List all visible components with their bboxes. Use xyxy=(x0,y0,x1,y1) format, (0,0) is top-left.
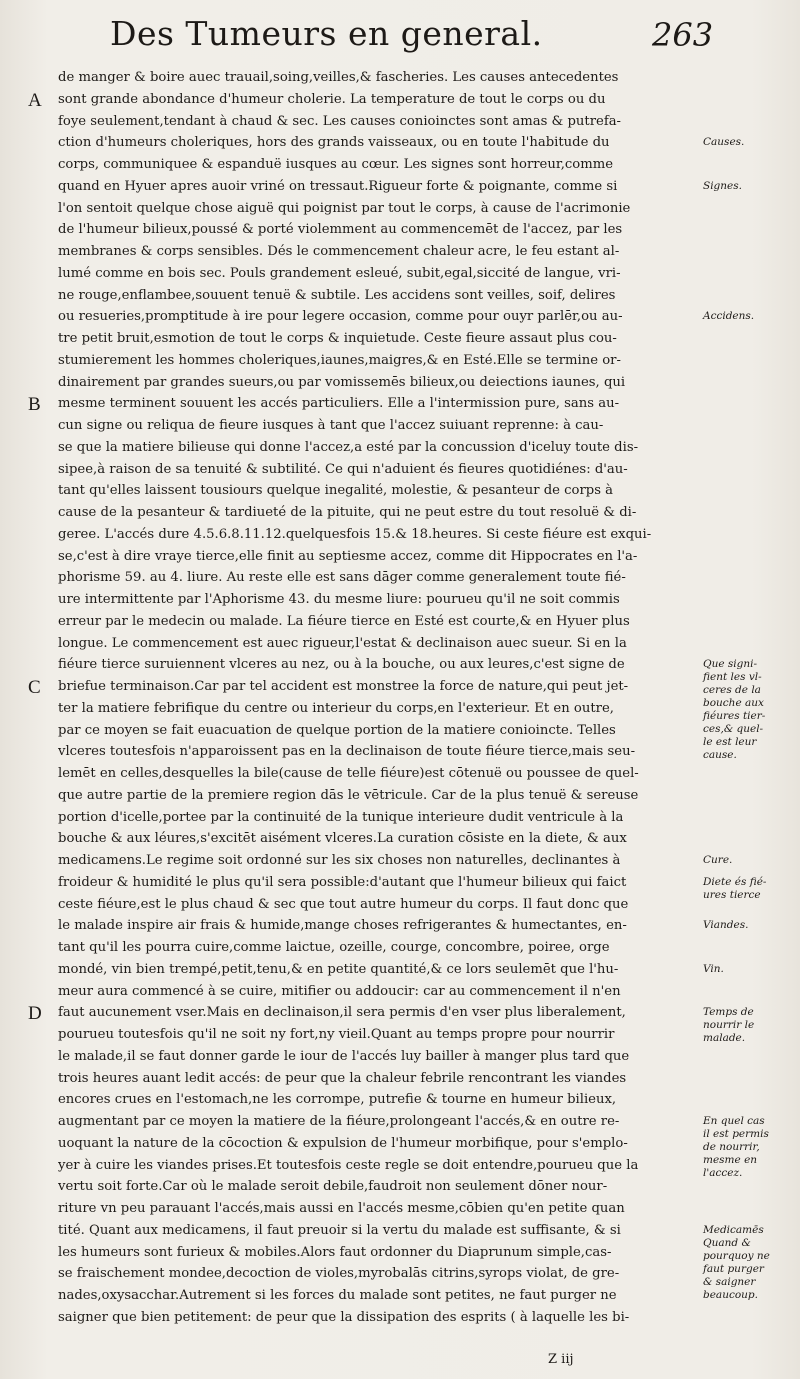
margin-note-line: Que signi- xyxy=(703,658,758,671)
margin-note-line: cause. xyxy=(703,749,737,762)
margin-notes xyxy=(703,0,800,1379)
margin-note-line: faut purger xyxy=(703,1262,764,1275)
text-line: tant qu'elles laissent tousiours quelque inegalité, molestie, & pesanteur de corps à xyxy=(58,483,614,499)
text-line: de l'humeur bilieux,poussé & porté violemment au commencemēt de l'accez, par les xyxy=(58,222,623,238)
margin-note xyxy=(703,310,797,323)
margin-note-line: En quel cas xyxy=(703,1115,765,1127)
margin-note xyxy=(703,854,797,867)
text-line: augmentant par ce moyen la matiere de la fiéure,prolongeant l'accés,& en outre re- xyxy=(58,1114,620,1129)
margin-note xyxy=(703,919,797,932)
text-line: nades,oxysacchar.Autrement si les forces du malade sont petites, ne faut purger ne xyxy=(58,1288,617,1303)
text-line: que autre partie de la premiere region dās le vētricule. Car de la plus tenuë & sereuse xyxy=(58,787,639,803)
text-line: cun signe ou reliqua de fieure iusques à tant que l'accez suiuant reprenne: à cau- xyxy=(58,418,604,433)
margin-note xyxy=(703,1224,797,1302)
text-line: par ce moyen se fait euacuation de quelque portion de la matiere conioincte. Telles xyxy=(58,722,616,738)
text-line: ction d'humeurs choleriques, hors des grands vaisseaux, ou en toute l'habitude du xyxy=(58,135,610,151)
margin-note-line: l'accez. xyxy=(703,1167,743,1179)
text-line: mondé, vin bien trempé,petit,tenu,& en petite quantité,& ce lors seulemēt que l'hu- xyxy=(58,961,619,977)
text-line: le malade,il se faut donner garde le iour de l'accés luy bailler à manger plus tard que xyxy=(58,1048,630,1064)
text-line: longue. Le commencement est auec rigueur,l'estat & declinaison auec sueur. Si en la xyxy=(58,635,627,651)
text-line: ne rouge,enflambee,souuent tenuë & subtile. Les accidens sont veilles, soif, delires xyxy=(58,287,616,303)
section-letter: D xyxy=(28,1003,42,1025)
text-line: tre petit bruit,esmotion de tout le corps & inquietude. Ceste fieure assaut plus cou- xyxy=(58,331,617,346)
text-line: le malade inspire air frais & humide,mange choses refrigerantes & humectantes, en- xyxy=(58,918,627,934)
text-line: mesme terminent souuent les accés particuliers. Elle a l'intermission pure, sans au- xyxy=(58,396,620,412)
text-line: riture vn peu parauant l'accés,mais aussi en l'accés mesme,cōbien qu'en petite quan xyxy=(58,1201,625,1216)
margin-note xyxy=(703,658,797,762)
text-line: de manger & boire auec trauail,soing,veilles,& fascheries. Les causes antecedentes xyxy=(58,70,619,85)
margin-note xyxy=(703,876,797,902)
text-line: stumierement les hommes choleriques,iaunes,maigres,& en Esté.Elle se termine or- xyxy=(58,352,621,368)
text-line: lemēt en celles,desquelles la bile(cause de telle fiéure)est cōtenuë ou poussee de quel- xyxy=(58,766,639,781)
margin-note-line: Vin. xyxy=(703,962,724,975)
margin-note-line: de nourrir, xyxy=(703,1141,760,1153)
text-line: uoquant la nature de la cōcoction & expulsion de l'humeur morbifique, pour s'emplo- xyxy=(58,1135,628,1151)
margin-note-line: ces,& quel- xyxy=(703,723,764,736)
margin-note-line: fiéures tier- xyxy=(703,710,766,723)
text-line: bouche & aux léures,s'excitēt aisément vlceres.La curation cōsiste en la diete, & aux xyxy=(58,831,627,847)
margin-note xyxy=(703,180,797,193)
page-header xyxy=(0,14,800,66)
text-line: phorisme 59. au 4. liure. Au reste elle est sans dāger comme generalement toute fié- xyxy=(58,570,626,586)
text-line: lumé comme en bois sec. Pouls grandement esleué, subit,egal,siccité de langue, vri- xyxy=(58,265,621,281)
text-line: briefue terminaison.Car par tel accident est monstree la force de nature,qui peut jet- xyxy=(58,679,629,694)
body-text xyxy=(58,67,698,1329)
margin-note-line: malade. xyxy=(703,1032,746,1045)
text-line: se que la matiere bilieuse qui donne l'accez,a esté par la concussion d'iceluy toute dis- xyxy=(58,439,639,455)
signature-mark: Z iij xyxy=(548,1352,574,1367)
text-line: tité. Quant aux medicamens, il faut preuoir si la vertu du malade est suffisante, & si xyxy=(58,1222,621,1238)
margin-note-line: Diete és fié- xyxy=(703,875,767,888)
text-line: foye seulement,tendant à chaud & sec. Les causes conioinctes sont amas & putrefa- xyxy=(58,113,622,129)
text-line: l'on sentoit quelque chose aiguë qui poignist par tout le corps, à cause de l'acrimonie xyxy=(58,200,631,216)
page-number: 263 xyxy=(652,16,714,54)
text-line: ou resueries,promptitude à ire pour legere occasion, comme pour ouyr parlēr,ou au- xyxy=(58,309,623,325)
text-line: dinairement par grandes sueurs,ou par vomissemēs bilieux,ou deiections iaunes, qui xyxy=(58,374,626,390)
text-line: sipee,à raison de sa tenuité & subtilité. Ce qui n'aduient és fieures quotidiénes: d'au- xyxy=(58,461,628,477)
margin-note-line: mesme en xyxy=(703,1154,758,1166)
text-line: ure intermittente par l'Aphorisme 43. du mesme liure: pourueu qu'il ne soit commis xyxy=(58,592,620,607)
text-line: vlceres toutesfois n'apparoissent pas en la declinaison de toute fiéure tierce,mais seu- xyxy=(58,744,636,760)
text-line: froideur & humidité le plus qu'il sera possible:d'autant que l'humeur bilieux qui faict xyxy=(58,874,627,890)
text-line: portion d'icelle,portee par la continuité de la tunique interieure dudit ventricule à la xyxy=(58,809,624,825)
section-letters xyxy=(0,0,60,1379)
text-line: tant qu'il les pourra cuire,comme laictue, ozeille, courge, concombre, poiree, orge xyxy=(58,940,610,955)
text-line: les humeurs sont furieux & mobiles.Alors faut ordonner du Diaprunum simple,cas- xyxy=(58,1244,612,1260)
text-line: meur aura commencé à se cuire, mitifier ou addoucir: car au commencement il n'en xyxy=(58,983,621,999)
text-line: fiéure tierce suruiennent vlceres au nez, ou à la bouche, ou aux leures,c'est signe de xyxy=(58,657,625,673)
margin-note-line: pourquoy ne xyxy=(703,1249,770,1262)
margin-note-line: Medicamēs xyxy=(703,1223,764,1236)
text-line: ceste fiéure,est le plus chaud & sec que tout autre humeur du corps. Il faut donc que xyxy=(58,896,629,912)
text-line: medicamens.Le regime soit ordonné sur les six choses non naturelles, declinantes à xyxy=(58,853,621,868)
margin-note-line: Causes. xyxy=(703,136,745,149)
margin-note xyxy=(703,1006,797,1045)
margin-note xyxy=(703,136,797,149)
margin-note-line: ceres de la xyxy=(703,684,761,697)
text-line: encores crues en l'estomach,ne les corrompe, putrefie & tourne en humeur bilieux, xyxy=(58,1092,617,1108)
text-line: geree. L'accés dure 4.5.6.8.11.12.quelquesfois 15.& 18.heures. Si ceste fiéure est exqui- xyxy=(58,526,652,542)
text-line: membranes & corps sensibles. Dés le commencement chaleur acre, le feu estant al- xyxy=(58,244,620,259)
section-letter: A xyxy=(28,89,42,111)
margin-note-line: nourrir le xyxy=(703,1019,755,1032)
text-line: corps, communiquee & espanduë iusques au cœur. Les signes sont horreur,comme xyxy=(58,157,614,172)
margin-note-line: & saigner xyxy=(703,1275,756,1288)
text-line: pourueu toutesfois qu'il ne soit ny fort,ny vieil.Quant au temps propre pour nourrir xyxy=(58,1027,615,1042)
margin-note-line: Accidens. xyxy=(703,310,755,323)
margin-note-line: il est permis xyxy=(703,1128,769,1140)
text-line: cause de la pesanteur & tardiueté de la pituite, qui ne peut estre du tout resoluë & di- xyxy=(58,505,637,520)
margin-note xyxy=(703,1115,797,1180)
margin-note-line: Temps de xyxy=(703,1006,754,1019)
text-line: ter la matiere febrifique du centre ou interieur du corps,en l'exterieur. Et en outre, xyxy=(58,700,614,716)
text-line: quand en Hyuer apres auoir vriné on tressaut.Rigueur forte & poignante, comme si xyxy=(58,178,618,194)
margin-note-line: le est leur xyxy=(703,736,757,749)
text-line: erreur par le medecin ou malade. La fiéure tierce en Esté est courte,& en Hyuer plus xyxy=(58,613,630,629)
text-line: faut aucunement vser.Mais en declinaison,il sera permis d'en vser plus liberalement, xyxy=(58,1005,626,1021)
margin-note-line: Viandes. xyxy=(703,919,749,932)
text-line: se fraischement mondee,decoction de violes,myrobalās citrins,syrops violat, de gre- xyxy=(58,1266,620,1282)
margin-note-line: fient les vl- xyxy=(703,671,762,684)
margin-note-line: beaucoup. xyxy=(703,1288,758,1301)
text-line: trois heures auant ledit accés: de peur que la chaleur febrile rencontrant les viandes xyxy=(58,1070,627,1086)
text-line: sont grande abondance d'humeur cholerie. La temperature de tout le corps ou du xyxy=(58,91,606,107)
text-line: se,c'est à dire vraye tierce,elle finit au septiesme accez, comme dit Hippocrates en l'a- xyxy=(58,548,638,564)
text-line: yer à cuire les viandes prises.Et toutesfois ceste regle se doit entendre,pourueu que la xyxy=(58,1157,639,1173)
text-line: saigner que bien petitement: de peur que la dissipation des esprits ( à laquelle les bi- xyxy=(58,1309,630,1325)
section-letter: C xyxy=(28,677,41,698)
margin-note-line: Quand & xyxy=(703,1236,751,1249)
margin-note-line: Signes. xyxy=(703,179,742,192)
margin-note-line: bouche aux xyxy=(703,697,764,710)
margin-note-line: ures tierce xyxy=(703,888,761,901)
section-letter: B xyxy=(28,394,41,416)
margin-note xyxy=(703,963,797,976)
running-title: Des Tumeurs en general. xyxy=(110,14,543,53)
margin-note-line: Cure. xyxy=(703,854,733,866)
text-line: vertu soit forte.Car où le malade seroit debile,faudroit non seulement dōner nour- xyxy=(58,1179,608,1195)
